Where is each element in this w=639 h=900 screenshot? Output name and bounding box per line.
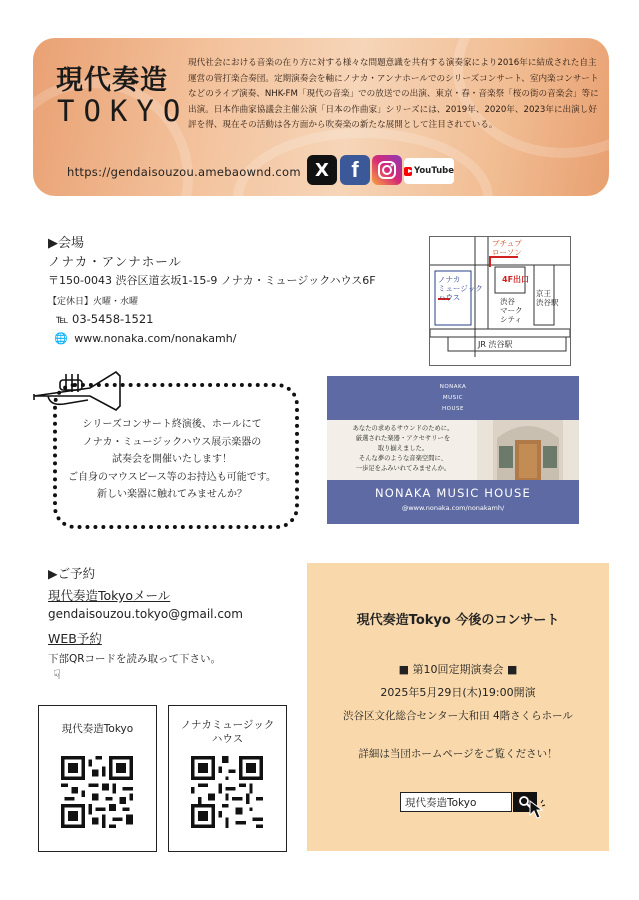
search-box[interactable]: [400, 792, 538, 812]
logo-kanji: 現代奏造: [56, 65, 168, 96]
reserve-heading: ▶ご予約: [48, 566, 96, 581]
mh-copy: あなたの求めるサウンドのために。 厳選された楽器・アクセサリーを 取り揃えました。 そんな夢のような音楽空間に、 一歩足をふみいれてみませんか。: [352, 425, 454, 472]
reserve-web-label: WEB予約: [48, 631, 102, 646]
website-url[interactable]: https://gendaisouzou.amebaownd.com: [67, 165, 301, 179]
logo-tokyo: TOKYO: [57, 94, 190, 128]
mh-small-title: NONAKA MUSIC HOUSE: [439, 384, 467, 412]
venue-address: 〒150-0043 渋谷区道玄坂1-15-9 ノナカ・ミュージックハウス6F: [48, 274, 376, 287]
concert-title: 現代奏造Tokyo 今後のコンサート: [356, 613, 560, 628]
pointing-hand-icon: ☟: [53, 668, 61, 683]
map-exit: 4F出口: [502, 275, 530, 284]
trial-session-text: シリーズコンサート終演後、ホールにて ノナカ・ミュージックハウス展示楽器の 試奏会を開催いたします！ ご自身のマウスピース等のお持込も可能です。 新しい楽器に触れてみませんか？: [68, 419, 276, 500]
facebook-icon[interactable]: f: [340, 155, 370, 185]
qr-code-icon: [61, 756, 133, 828]
search-input[interactable]: 現代奏造Tokyo: [400, 792, 512, 812]
reserve-web-note: 下部QRコードを読み取って下さい。: [48, 653, 222, 665]
map-label-top: ブチュプ ローソン: [492, 239, 522, 257]
instagram-icon[interactable]: [372, 155, 402, 185]
youtube-icon[interactable]: YouTube: [404, 158, 454, 184]
cursor-icon: [527, 798, 547, 820]
venue-closed-days: 【定休日】火曜・水曜: [48, 297, 139, 307]
concert-note: 詳細は当団ホームページをご覧ください！: [358, 748, 558, 760]
mh-name: NONAKA MUSIC HOUSE: [375, 486, 531, 500]
venue-map: [429, 236, 571, 366]
qr-code-icon: [191, 756, 263, 828]
concert-venue: 渋谷区文化総合センター大和田 4階さくらホール: [343, 710, 573, 722]
qr-label-nonaka: ノナカミュージック ハウス: [180, 719, 275, 745]
concert-date: 2025年5月29日(木)19:00開演: [380, 686, 536, 699]
venue-phone: ℡ 03-5458-1521: [56, 312, 154, 326]
music-house-card: [327, 376, 579, 524]
qr-card-nonaka[interactable]: [168, 705, 287, 852]
map-keio: 京王 渋谷駅: [536, 289, 559, 307]
x-icon[interactable]: X: [307, 155, 337, 185]
qr-card-gendaisouzou[interactable]: [38, 705, 157, 852]
reserve-mail-label: 現代奏造Tokyoメール: [48, 588, 171, 603]
storefront-image: [477, 420, 579, 480]
venue-website[interactable]: 🌐 www.nonaka.com/nonakamh/: [54, 332, 237, 345]
map-mark-city: 渋谷 マーク シティ: [500, 297, 523, 324]
reserve-email[interactable]: gendaisouzou.tokyo@gmail.com: [48, 607, 243, 621]
mh-url[interactable]: @www.nonaka.com/nonakamh/: [401, 504, 505, 512]
concert-event: ■ 第10回定期演奏会 ■: [398, 663, 518, 676]
venue-heading: ▶会場: [48, 236, 84, 251]
map-nonaka: ノナカ ミュージック ハウス: [438, 275, 483, 302]
venue-name: ノナカ・アンナホール: [48, 254, 183, 269]
globe-icon: 🌐: [54, 332, 68, 345]
qr-label-gendaisouzou: 現代奏造Tokyo: [61, 723, 134, 735]
group-description: 現代社会における音楽の在り方に対する様々な問題意識を共有する演奏家により2016年に結成された自主運営の管打楽合奏団。定期演奏会を軸にノナカ・アンナホールでのシリーズコンサート、室内楽コンサートなどのライブ演奏、NHK-FM「現代の音楽」での放送での出演、東京・春・音楽祭「桜の街の音楽会」等に出演。日本作曲家協議会主催公演「日本の作曲家」シリーズには、2019年、2020年、2023年に出演し好評を得、現在その活動は各方面から吹奏楽の新たな展開として注目されている。: [188, 58, 599, 130]
map-jr: JR 渋谷駅: [478, 340, 513, 349]
